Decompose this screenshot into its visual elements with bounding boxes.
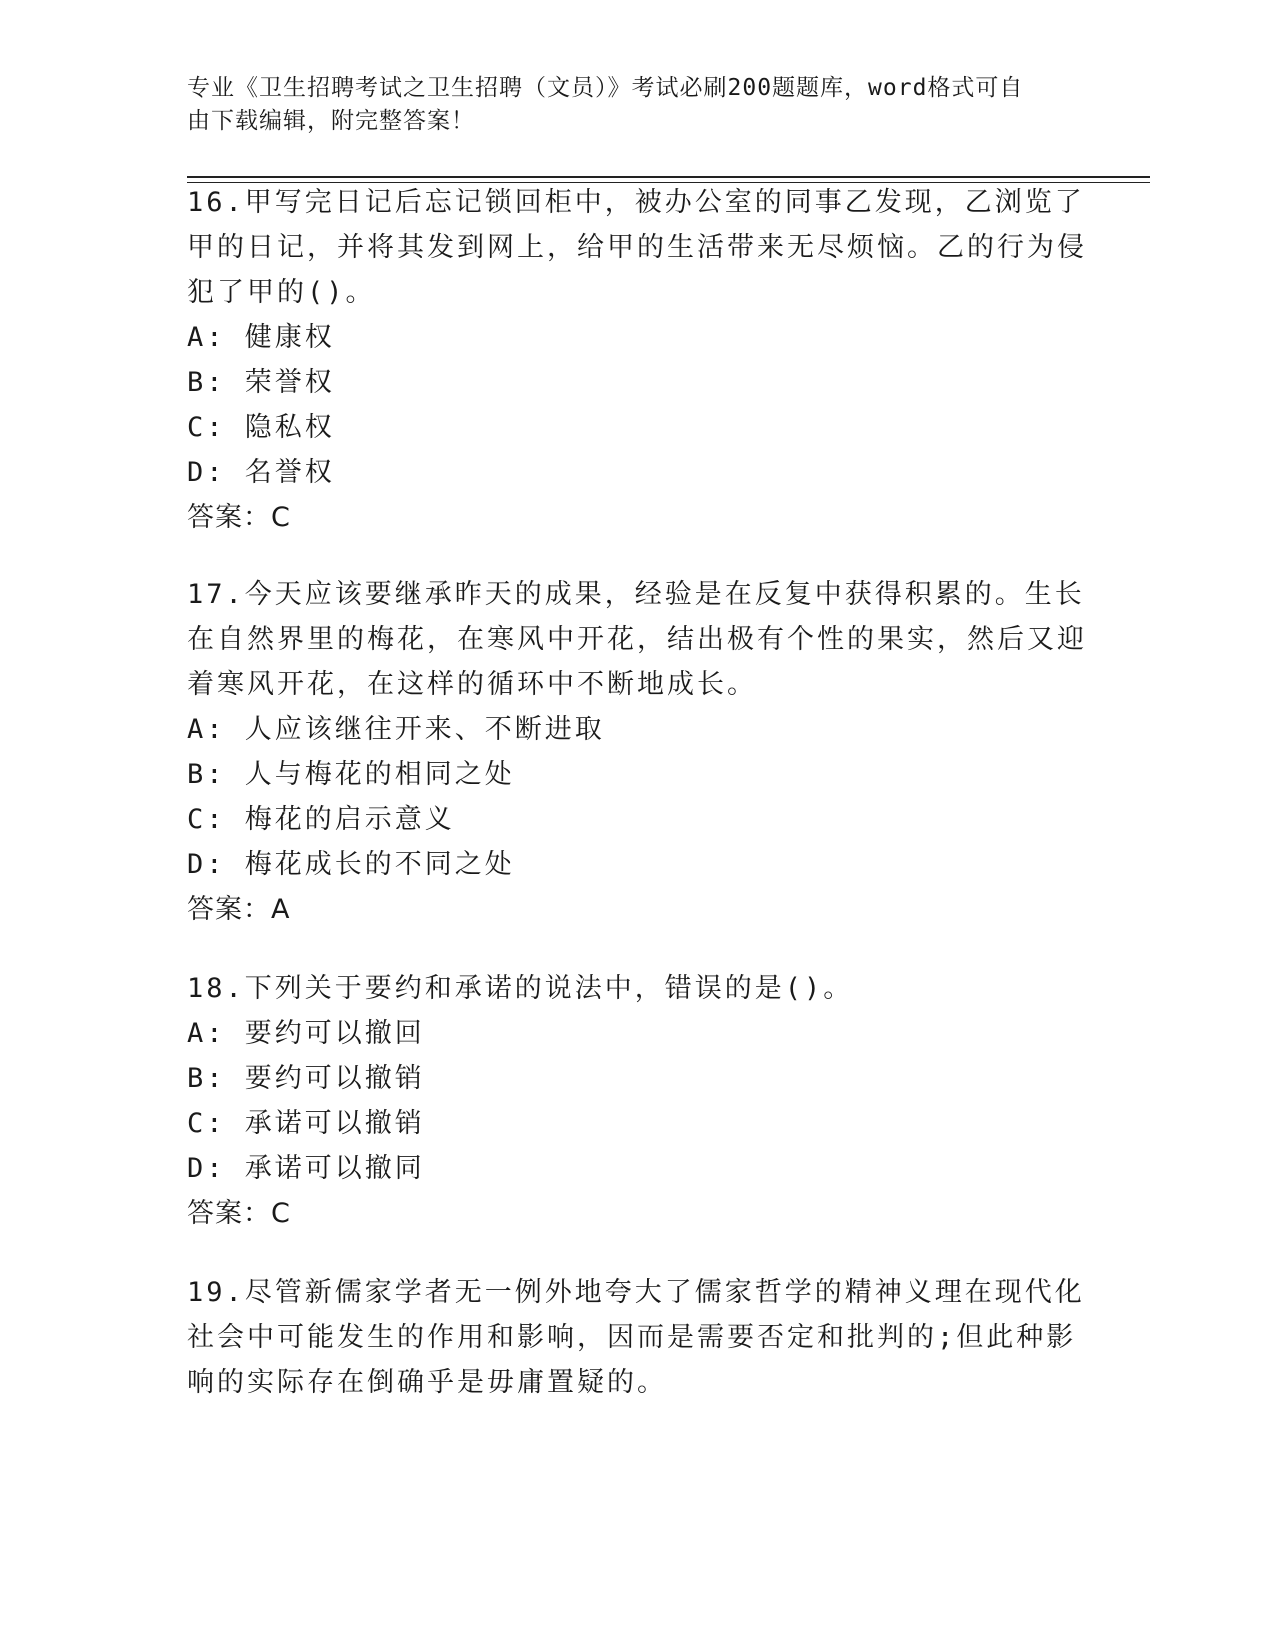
option-b: B: 荣誉权	[187, 367, 335, 398]
question-stem: 19.尽管新儒家学者无一例外地夸大了儒家哲学的精神义理在现代化社会中可能发生的作用和影响，因而是需要否定和批判的;但此种影响的实际存在倒确乎是毋庸置疑的。	[187, 1277, 1085, 1398]
question-17	[187, 572, 1087, 932]
option-d: D: 梅花成长的不同之处	[187, 849, 515, 880]
question-stem: 18.下列关于要约和承诺的说法中，错误的是()。	[187, 973, 854, 1004]
option-d: D: 承诺可以撤同	[187, 1153, 425, 1184]
header-line-2: 由下载编辑，附完整答案！	[187, 108, 475, 134]
question-stem: 16.甲写完日记后忘记锁回柜中，被办公室的同事乙发现，乙浏览了甲的日记，并将其发到网上，给甲的生活带来无尽烦恼。乙的行为侵犯了甲的()。	[187, 187, 1087, 308]
header-divider-thick	[187, 176, 1150, 178]
answer-label: 答案：A	[187, 894, 291, 925]
question-19	[187, 1270, 1087, 1405]
option-c: C: 梅花的启示意义	[187, 804, 455, 835]
answer-label: 答案：C	[187, 502, 291, 533]
option-a: A: 人应该继往开来、不断进取	[187, 714, 605, 745]
answer-label: 答案：C	[187, 1198, 291, 1229]
option-c: C: 承诺可以撤销	[187, 1108, 425, 1139]
option-d: D: 名誉权	[187, 457, 335, 488]
document-header	[187, 72, 1067, 138]
option-b: B: 人与梅花的相同之处	[187, 759, 515, 790]
option-a: A: 健康权	[187, 322, 335, 353]
option-c: C: 隐私权	[187, 412, 335, 443]
question-16	[187, 180, 1087, 540]
header-line-1: 专业《卫生招聘考试之卫生招聘（文员）》考试必刷200题题库，word格式可自	[187, 75, 1024, 101]
option-a: A: 要约可以撤回	[187, 1018, 425, 1049]
option-b: B: 要约可以撤销	[187, 1063, 425, 1094]
question-stem: 17.今天应该要继承昨天的成果，经验是在反复中获得积累的。生长在自然界里的梅花，在寒风中开花，结出极有个性的果实，然后又迎着寒风开花，在这样的循环中不断地成长。	[187, 579, 1087, 700]
question-18	[187, 966, 1087, 1236]
